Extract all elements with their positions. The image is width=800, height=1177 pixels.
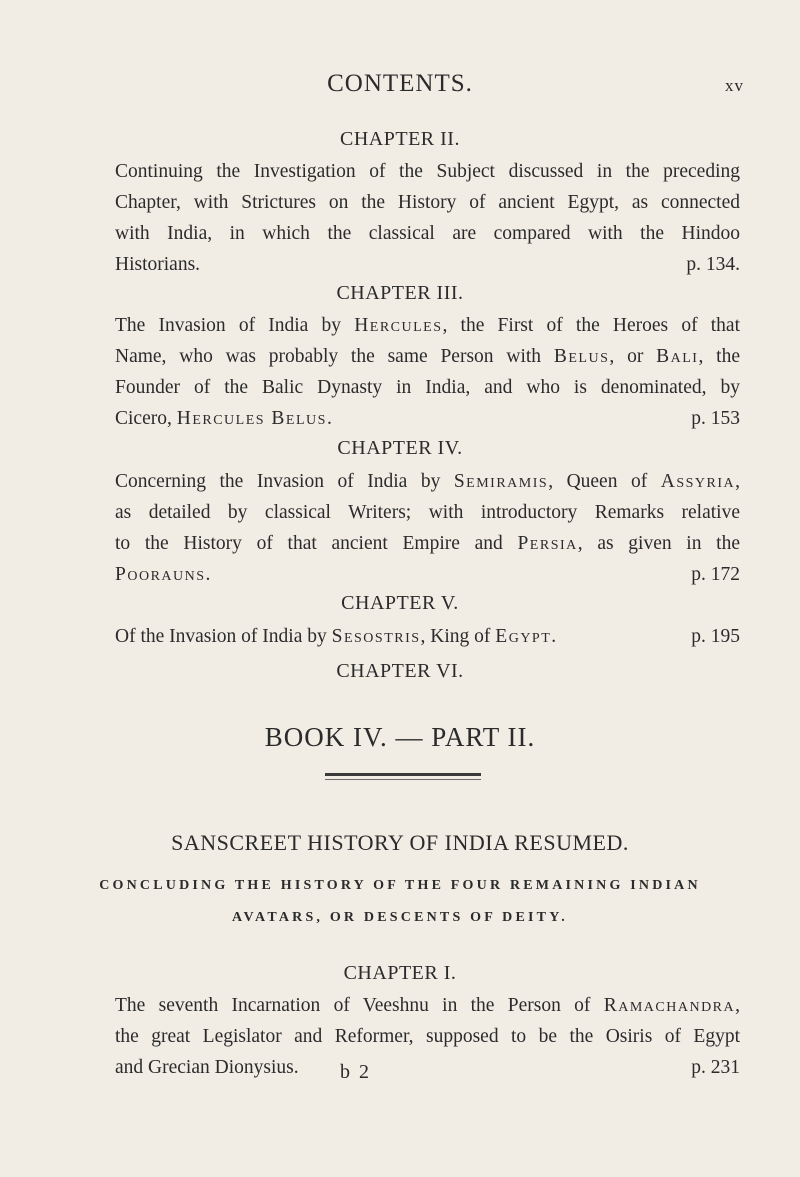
chapter-heading: CHAPTER III.	[336, 282, 464, 304]
chapter-summary	[115, 156, 740, 280]
summary-line: Founder of the Balic Dynasty in India, and who is denominated, by	[115, 377, 740, 398]
section-heading: SANSCREET HISTORY OF INDIA RESUMED.	[171, 830, 629, 855]
chapter-summary	[115, 990, 740, 1083]
chapter-summary	[115, 310, 740, 434]
proper-name: Belus	[553, 346, 610, 367]
proper-name: Poorauns	[115, 564, 206, 585]
page-reference: p. 231	[691, 1057, 740, 1078]
book-heading: BOOK IV. — PART II.	[264, 722, 536, 752]
summary-line: the great Legislator and Reformer, supposed to be the Osiris of Egypt	[115, 1026, 740, 1047]
running-title: CONTENTS.	[327, 70, 473, 97]
summary-line: Continuing the Investigation of the Subject discussed in the preceding	[115, 161, 740, 182]
page-reference: p. 172	[691, 564, 740, 585]
summary-last-line: Poorauns. p. 172	[115, 559, 740, 590]
divider-rule	[325, 773, 481, 776]
proper-name: Semiramis	[453, 471, 549, 492]
proper-name: Ramachandra	[603, 995, 736, 1016]
proper-name: Hercules Belus	[176, 408, 327, 429]
summary-line: Chapter, with Strictures on the History of ancient Egypt, as connected	[115, 192, 740, 213]
page-reference: p. 153	[691, 408, 740, 429]
sub-heading-line: AVATARS, OR DESCENTS OF DEITY.	[232, 910, 568, 925]
divider-rule-thin	[325, 779, 481, 780]
chapter-summary	[115, 621, 740, 652]
summary-line: to the History of that ancient Empire and Persia, as given in the	[115, 533, 740, 554]
summary-line: Concerning the Invasion of India by Semiramis, Queen of Assyria,	[115, 471, 740, 492]
summary-last-line: Of the Invasion of India by Sesostris, King of Egypt. p. 195	[115, 621, 740, 652]
sub-heading-line: CONCLUDING THE HISTORY OF THE FOUR REMAINING INDIAN	[99, 878, 701, 893]
summary-line: with India, in which the classical are compared with the Hindoo	[115, 223, 740, 244]
proper-name: Sesostris	[331, 626, 421, 647]
page-reference: p. 134.	[686, 254, 740, 275]
chapter-heading: CHAPTER II.	[340, 128, 460, 150]
summary-line: The Invasion of India by Hercules, the First of the Heroes of that	[115, 315, 740, 336]
chapter-heading: CHAPTER IV.	[337, 437, 463, 459]
summary-last-line: Cicero, Hercules Belus. p. 153	[115, 403, 740, 434]
chapter-heading: CHAPTER VI.	[336, 660, 464, 682]
proper-name: Hercules	[354, 315, 443, 336]
signature-mark: b 2	[340, 1061, 371, 1083]
page-reference: p. 195	[691, 626, 740, 647]
summary-line: and Grecian Dionysius.	[115, 1057, 299, 1078]
chapter-summary	[115, 466, 740, 590]
proper-name: Bali	[656, 346, 699, 367]
running-head	[0, 70, 800, 106]
chapter-heading: CHAPTER I.	[343, 962, 457, 984]
proper-name: Assyria	[660, 471, 736, 492]
summary-last-line	[115, 1052, 740, 1083]
summary-line: Name, who was probably the same Person with Belus, or Bali, the	[115, 346, 741, 367]
summary-last-line	[115, 249, 740, 280]
proper-name: Persia	[517, 533, 578, 554]
page-numeral: xv	[725, 76, 744, 95]
summary-line: as detailed by classical Writers; with introductory Remarks relative	[115, 502, 740, 523]
summary-line: Historians.	[115, 254, 201, 275]
proper-name: Egypt	[495, 626, 552, 647]
summary-line: The seventh Incarnation of Veeshnu in the Person of Ramachandra,	[115, 995, 740, 1016]
chapter-heading: CHAPTER V.	[341, 592, 459, 614]
